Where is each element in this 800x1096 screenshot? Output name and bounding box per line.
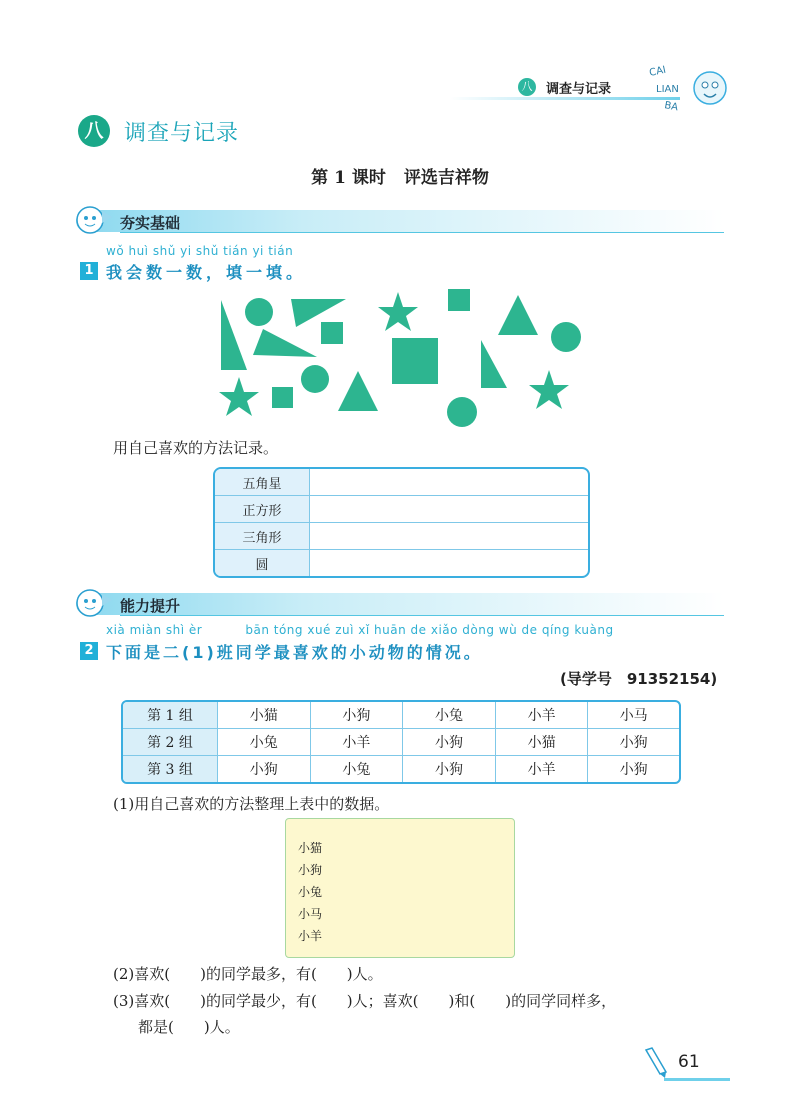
shape-circle bbox=[551, 322, 581, 352]
section1-mascot-icon bbox=[72, 203, 116, 237]
table-row bbox=[215, 523, 588, 550]
table-cell: 小猫 bbox=[495, 729, 588, 756]
q2-text: 下面是二(1)班同学最喜欢的小动物的情况。 bbox=[106, 643, 483, 662]
q2-sub1: (1)用自己喜欢的方法整理上表中的数据。 bbox=[113, 795, 390, 813]
section2-title: 能力提升 bbox=[120, 597, 181, 615]
lesson-name: 评选吉祥物 bbox=[403, 168, 489, 188]
group-label: 第 2 组 bbox=[123, 729, 218, 756]
shape-circle bbox=[447, 397, 477, 427]
q1-text: 我会数一数，填一填。 bbox=[106, 263, 307, 282]
shape-star bbox=[219, 377, 259, 416]
table-cell: 小羊 bbox=[310, 729, 403, 756]
lesson-title bbox=[0, 163, 800, 188]
pencil-icon bbox=[640, 1046, 670, 1080]
shape-triangle bbox=[481, 340, 507, 388]
table-cell: 小狗 bbox=[588, 729, 679, 756]
q2-sub3-cont: 都是( )人。 bbox=[138, 1018, 240, 1036]
table-row bbox=[123, 756, 679, 783]
shapes-figure bbox=[215, 285, 595, 430]
shape-square bbox=[392, 338, 438, 384]
q2-sub2: (2)喜欢( )的同学最多，有( )人。 bbox=[113, 965, 383, 983]
table-cell: 小狗 bbox=[403, 756, 496, 783]
shape-circle bbox=[301, 365, 329, 393]
q1-pinyin: wǒ huì shǔ yi shǔ tián yi tián bbox=[106, 244, 294, 258]
table-row bbox=[123, 729, 679, 756]
section1-title: 夯实基础 bbox=[120, 214, 181, 232]
section2-mascot-icon bbox=[72, 586, 116, 620]
table-cell: 小兔 bbox=[218, 729, 311, 756]
logo-text-3: BA bbox=[663, 100, 679, 114]
shape-square bbox=[448, 289, 470, 311]
table-row bbox=[123, 702, 679, 729]
group-label: 第 1 组 bbox=[123, 702, 218, 729]
shape-star bbox=[378, 292, 418, 331]
section1-underline bbox=[120, 232, 724, 233]
row-label: 正方形 bbox=[215, 496, 310, 523]
table-row bbox=[215, 496, 588, 523]
answer-cell[interactable] bbox=[310, 550, 589, 577]
shape-square bbox=[272, 387, 293, 408]
shape-triangle bbox=[338, 371, 378, 411]
table-cell: 小狗 bbox=[619, 762, 648, 778]
animal-table bbox=[121, 700, 681, 784]
tally-item: 小狗 bbox=[298, 863, 323, 877]
table-cell: 小羊 bbox=[495, 702, 588, 729]
lesson-label: 第 1 课时 bbox=[311, 168, 386, 188]
tally-item: 小羊 bbox=[298, 929, 323, 943]
group-label: 第 3 组 bbox=[123, 756, 218, 783]
shape-triangle bbox=[221, 300, 247, 370]
page-number-bar bbox=[664, 1078, 730, 1081]
q2-sub3: (3)喜欢( )的同学最少，有( )人；喜欢( )和( )的同学同样多， bbox=[113, 992, 617, 1010]
table-cell: 小狗 bbox=[218, 756, 311, 783]
row-label: 圆 bbox=[215, 550, 310, 577]
table-cell: 小羊 bbox=[495, 756, 588, 783]
table-cell: 小兔 bbox=[310, 756, 403, 783]
unit-badge: 八 bbox=[78, 115, 110, 147]
answer-cell[interactable] bbox=[310, 469, 589, 496]
table-cell: 小马 bbox=[588, 702, 679, 729]
shape-triangle bbox=[498, 295, 538, 335]
q1-instruction: 用自己喜欢的方法记录。 bbox=[113, 439, 279, 457]
answer-cell[interactable] bbox=[310, 523, 589, 550]
shape-square bbox=[321, 322, 343, 344]
tally-box[interactable] bbox=[285, 818, 515, 958]
tally-item: 小兔 bbox=[298, 885, 323, 899]
shape-circle bbox=[245, 298, 273, 326]
tally-item: 小猫 bbox=[298, 841, 323, 855]
guide-number: (导学号 91352154) bbox=[560, 670, 718, 688]
page-number: 61 bbox=[678, 1052, 700, 1072]
table-row bbox=[215, 550, 588, 577]
header-title: 调查与记录 bbox=[546, 82, 612, 97]
shape-triangle bbox=[253, 329, 317, 357]
table-row bbox=[215, 469, 588, 496]
cai-lian-ba-logo bbox=[630, 58, 730, 120]
answer-cell[interactable] bbox=[310, 496, 589, 523]
table-cell: 小猫 bbox=[218, 702, 311, 729]
tally-item: 小马 bbox=[298, 907, 323, 921]
unit-title: 调查与记录 bbox=[124, 121, 240, 146]
row-label: 五角星 bbox=[215, 469, 310, 496]
q1-number: 1 bbox=[80, 262, 98, 280]
section2-underline bbox=[120, 615, 724, 616]
row-label: 三角形 bbox=[215, 523, 310, 550]
header-unit-mark: 八 bbox=[518, 78, 536, 96]
table-cell: 小狗 bbox=[403, 729, 496, 756]
logo-text-1: CAI bbox=[648, 64, 668, 79]
record-table bbox=[213, 467, 590, 578]
q2-pinyin: xià miàn shì èr bān tóng xué zuì xǐ huān de xiǎo dòng wù de qíng kuàng bbox=[106, 623, 614, 637]
q2-number: 2 bbox=[80, 642, 98, 660]
shape-star bbox=[529, 370, 569, 409]
table-cell: 小狗 bbox=[310, 702, 403, 729]
table-cell: 小兔 bbox=[403, 702, 496, 729]
logo-text-2: LIAN bbox=[656, 84, 679, 95]
